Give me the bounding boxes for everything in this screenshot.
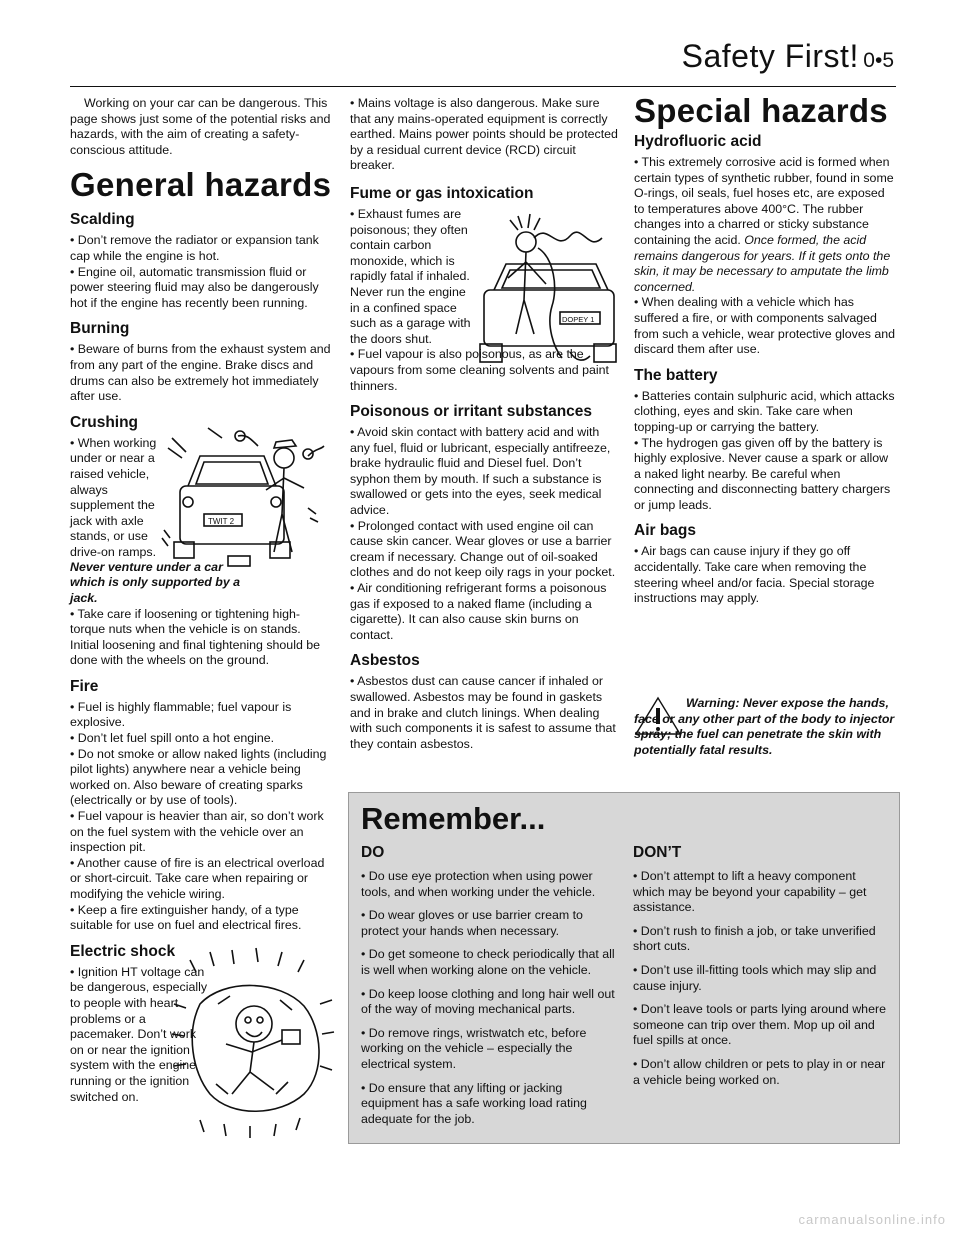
crushing-plate-text: TWIT 2 — [208, 517, 235, 526]
do-item: • Do ensure that any lifting or jacking equipment has a safe working load rating adequate for the job. — [361, 1080, 587, 1126]
fume-intoxication-illustration — [478, 202, 622, 372]
fire-text-3: • Do not smoke or allow naked lights (including pilot lights) anywhere near a vehicle being worked on. Also beware of creating sparks — [70, 746, 327, 792]
airbags-heading: Air bags — [634, 522, 697, 540]
do-item: • Do wear gloves or use barrier cream to protect your hands when necessary. — [361, 908, 583, 938]
hydrofluoric-text-2: • When dealing with a vehicle which has suffered a fire, or with components salvaged from such a vehicle, wear protective gloves and discard them after use. — [634, 295, 896, 357]
footer-watermark: carmanualsonline.info — [798, 1212, 946, 1227]
fire-text-3b: (electrically or by use of tools). — [70, 793, 238, 808]
scalding-text-1: • Don’t remove the radiator or expansion tank cap while the engine is hot. — [70, 233, 319, 263]
fume-heading: Fume or gas intoxication — [350, 184, 534, 202]
special-hazards-heading: Special hazards — [634, 92, 888, 129]
general-hazards-heading: General hazards — [70, 166, 332, 204]
fume-text-1: • Exhaust fumes are poisonous; they often contain carbon monoxide, which is rapidly fatal if inhaled. Never run the engine in a confined space such as a garage with the doors shut. — [350, 206, 471, 346]
electric-shock-text: • Ignition HT voltage can be dangerous, especially to people with heart problems or a pacemaker. Don’t work on or near the ignition system with the engine running or the ignition switched on. — [70, 964, 208, 1104]
dont-item: • Don’t rush to finish a job, or take unverified short cuts. — [633, 923, 876, 954]
dont-item: • Don’t leave tools or parts lying around where someone can trip over them. Mop up oil and fuel spills at once. — [633, 1002, 886, 1048]
do-item: • Do get someone to check periodically that all is well when working alone on the vehicle. — [361, 947, 615, 977]
crushing-text-1: • When working under or near a raised vehicle, always supplement the jack with axle stands, or use drive-on ramps. — [70, 435, 157, 559]
fire-heading: Fire — [70, 677, 99, 695]
do-item: • Do use eye protection when using power tools, and when working under the vehicle. — [361, 869, 596, 899]
do-heading: DO — [361, 844, 385, 861]
injector-warning-text: Warning: Never expose the hands, face or any other part of the body to injector spray; the fuel can penetrate the skin with potentially fatal results. — [634, 696, 895, 757]
asbestos-text: • Asbestos dust can cause cancer if inhaled or swallowed. Asbestos may be found in gaskets and in brake and clutch linings. When dealing with such components it is safest to assume that they contain asbestos. — [350, 674, 616, 751]
warning-text-block — [634, 696, 898, 758]
crushing-heading: Crushing — [70, 413, 139, 431]
page-title: Safety First! — [681, 38, 859, 74]
poison-text-2: • Prolonged contact with used engine oil can cause skin cancer. Wear gloves or use a barrier cream if necessary. Change out of oil-soaked clothes and do not keep oily rags in your pocket. — [350, 518, 616, 580]
hydrofluoric-text-1-main: • This extremely corrosive acid is formed when certain types of synthetic rubber, found in some O-rings, oil seals, fuel hoses etc, are exposed to temperatures above 400°C. The rubber changes into a charred or sticky substance containing the acid. — [634, 155, 894, 247]
do-column — [361, 843, 615, 1135]
dont-item: • Don’t attempt to lift a heavy component which may be beyond your capability – get assistance. — [633, 869, 867, 915]
airbags-text: • Air bags can cause injury if they go off accidentally. Take care when removing the steering wheel and/or facia. Special storage instructions may apply. — [634, 544, 875, 606]
electric-shock-illustration — [170, 944, 336, 1140]
crushing-illustration — [158, 418, 334, 576]
poison-text-3: • Air conditioning refrigerant forms a poisonous gas if exposed to a naked flame (including a cigarette). It can also cause skin burns on contact. — [350, 581, 607, 642]
electric-shock-heading: Electric shock — [70, 942, 176, 960]
crushing-warning: Never venture under a car which is only supported by a jack. — [70, 559, 241, 605]
battery-text-2: • The hydrogen gas given off by the battery is highly explosive. Never cause a spark or allow a naked light nearby. Be careful when connecting and disconnecting battery chargers or jump leads. — [634, 435, 891, 512]
dont-heading: DON’T — [633, 844, 682, 861]
poison-heading: Poisonous or irritant substances — [350, 403, 593, 421]
crushing-text-2: • Take care if loosening or tightening high-torque nuts when the vehicle is on stands. Initial loosening and final tightening should be done with the wheels on the ground. — [70, 606, 321, 668]
hydrofluoric-heading: Hydrofluoric acid — [634, 133, 762, 150]
remember-box — [348, 792, 900, 1144]
fire-text-2: • Don’t let fuel spill onto a hot engine. — [70, 731, 275, 746]
fume-text-2: • Fuel vapour is also poisonous, as are the vapours from some cleaning solvents and paint thinners. — [350, 347, 609, 393]
hydrofluoric-text-1 — [634, 155, 898, 295]
scalding-heading: Scalding — [70, 211, 135, 229]
hydrofluoric-text-1-italic: Once formed, the acid remains dangerous for years. If it gets onto the skin, it may be necessary to amputate the limb concerned. — [634, 232, 891, 294]
page-number: 0•5 — [863, 49, 894, 72]
header-rule — [70, 86, 896, 87]
burning-heading: Burning — [70, 320, 130, 338]
asbestos-heading: Asbestos — [350, 652, 420, 670]
burning-text: • Beware of burns from the exhaust system and from any part of the engine. Brake discs and drums can also be extremely hot immediately after use. — [70, 342, 331, 404]
intro-text: Working on your car can be dangerous. This page shows just some of the potential risks and hazards, with the aim of creating a safety-conscious attitude. — [70, 96, 331, 157]
dont-item: • Don’t allow children or pets to play in or near a vehicle being worked on. — [633, 1056, 886, 1087]
dont-column — [633, 843, 887, 1096]
fire-text-4: • Fuel vapour is heavier than air, so don’t work on the fuel system with the vehicle over an inspection pit. — [70, 809, 324, 855]
fumes-plate-text: DOPEY 1 — [562, 315, 595, 324]
battery-text-1: • Batteries contain sulphuric acid, which attacks clothing, eyes and skin. Take care when topping-up or carrying the battery. — [634, 388, 895, 434]
mains-voltage-text: • Mains voltage is also dangerous. Make sure that any mains-operated equipment is correctly earthed. Mains power points should be protected by a residual current device (RCD) circuit breaker. — [350, 96, 618, 173]
dont-item: • Don’t use ill-fitting tools which may slip and cause injury. — [633, 962, 877, 993]
battery-heading: The battery — [634, 366, 718, 384]
do-item: • Do remove rings, wristwatch etc, before working on the vehicle – especially the electrical system. — [361, 1025, 587, 1071]
fire-text-1: • Fuel is highly flammable; fuel vapour is explosive. — [70, 699, 292, 730]
scalding-text-2: • Engine oil, automatic transmission fluid or power steering fluid may also be dangerously hot if the engine has recently been running. — [70, 264, 319, 310]
column-2 — [350, 96, 618, 752]
fire-text-5: • Another cause of fire is an electrical overload or short-circuit. Take care when repairing or modifying the vehicle wiring. — [70, 855, 325, 901]
poison-text-1: • Avoid skin contact with battery acid and with any fuel, fluid or lubricant, especially antifreeze, brake hydraulic fluid and Diesel fuel. Don’t syphon them by mouth. If such a substance is swallowed or gets into the eyes, seek medical advice. — [350, 425, 611, 518]
page-header — [682, 38, 894, 75]
column-3 — [634, 92, 898, 607]
fire-text-6: • Keep a fire extinguisher handy, of a type suitable for use on fuel and electrical fires. — [70, 902, 302, 933]
do-item: • Do keep loose clothing and long hair well out of the way of moving mechanical parts. — [361, 986, 615, 1017]
remember-title: Remember... — [361, 801, 546, 836]
